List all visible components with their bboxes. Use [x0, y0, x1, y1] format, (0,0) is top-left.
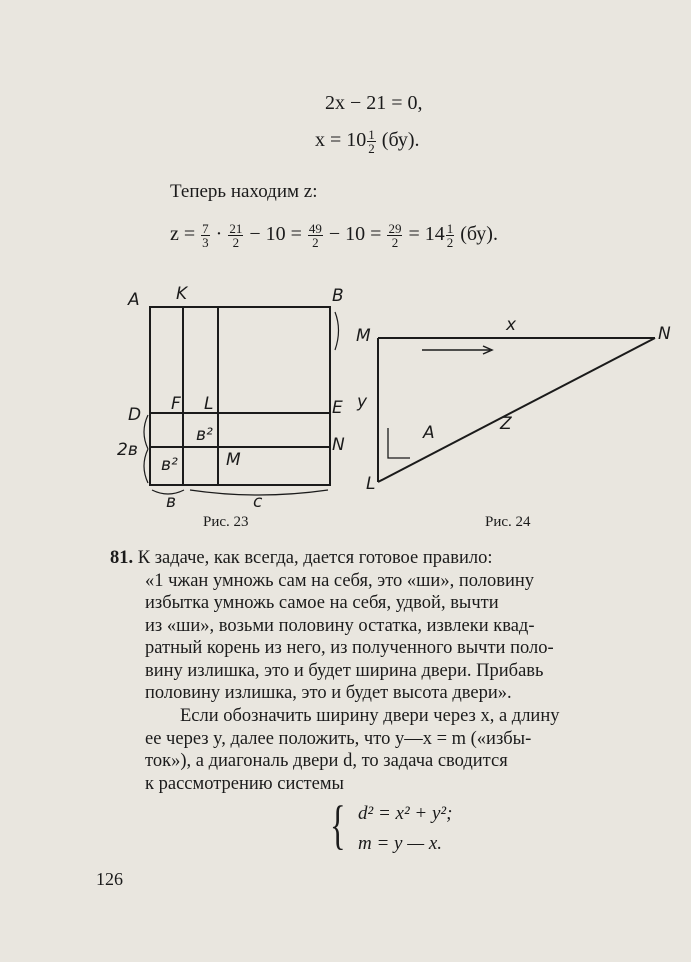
z-unit: (бу). — [460, 223, 498, 246]
fig24-caption: Рис. 24 — [485, 514, 531, 530]
fig24-label-n: N — [658, 324, 671, 344]
equation-2-unit: (бу). — [381, 129, 420, 152]
minus-ten-1: − 10 = — [249, 223, 302, 246]
problem-p2-line-3: ток»), а диагональ двери d, то задача сводится — [145, 751, 508, 771]
fraction-numerator: 21 — [229, 221, 243, 236]
problem-line-1 — [110, 547, 554, 570]
fig23-label-c: c — [253, 492, 263, 512]
fig23-label-m: M — [226, 450, 241, 470]
equals-fourteen: = 14 — [408, 223, 445, 246]
fraction-denominator: 3 — [202, 235, 209, 250]
fig23-label-l: L — [204, 394, 214, 414]
problem-p2-line-1: Если обозначить ширину двери через x, а длину — [180, 706, 560, 726]
fraction-numerator: 1 — [446, 221, 454, 236]
fraction-denominator: 2 — [232, 235, 240, 250]
problem-line-5: ратный корень из него, из полученного вычти поло- — [145, 638, 554, 658]
fig24-angle-mark — [388, 428, 410, 458]
fig24-label-y: y — [357, 392, 368, 412]
problem-line-4: из «ши», возьми половину остатка, извлеки квад- — [145, 615, 535, 636]
fraction-denominator: 2 — [368, 141, 375, 156]
fig23-mark — [335, 312, 339, 350]
fig24-diagonal — [378, 338, 655, 482]
fig24-label-z: Z — [500, 414, 512, 434]
fraction-numerator: 49 — [308, 221, 322, 236]
fig24-label-x: x — [506, 315, 517, 335]
fraction-denominator: 2 — [391, 235, 399, 250]
equation-system — [330, 795, 530, 860]
intro-text-content: Теперь находим z: — [170, 181, 318, 202]
problem-line-2: «1 чжан умножь сам на себя, это «ши», половину — [145, 570, 534, 591]
fig23-label-b: в — [166, 492, 177, 512]
fraction-numerator: 1 — [368, 127, 375, 142]
equation-1-text: 2x − 21 = 0, — [325, 92, 423, 114]
fig23-label-b2-upper: в² — [196, 425, 213, 445]
problem-line-7: половину излишка, это и будет высота двери». — [145, 683, 512, 703]
fraction-numerator: 7 — [202, 221, 209, 236]
problem-p2-line-2: ее через y, далее положить, что y—x = m («избы- — [145, 728, 532, 749]
problem-p2-line-4: к рассмотрению системы — [145, 773, 344, 794]
fig23-label-a: A — [128, 290, 140, 310]
problem-number: 81. — [110, 548, 134, 568]
figure-24-lines — [378, 338, 655, 482]
system-brace: { — [330, 795, 346, 855]
problem-line-3: избытка умножь самое на себя, удвой, вычти — [145, 593, 499, 613]
page-number: 126 — [96, 869, 123, 889]
equation-2-lhs: x = 10 — [315, 129, 367, 152]
z-lhs: z = — [170, 223, 196, 246]
problem-line-6: вину излишка, это и будет ширина двери. Прибавь — [145, 660, 544, 681]
fraction-denominator: 2 — [312, 235, 319, 250]
fig23-label-f: F — [171, 394, 181, 414]
fig24-label-a: A — [423, 423, 435, 443]
fig23-label-k: K — [176, 284, 188, 304]
fraction-denominator: 2 — [446, 235, 454, 250]
multiply-dot: · — [215, 223, 223, 246]
fig23-caption: Рис. 23 — [203, 514, 249, 530]
fig23-label-d: D — [128, 405, 142, 425]
fig23-label-b: B — [332, 286, 344, 306]
fig23-brace-2b — [144, 415, 148, 483]
fig23-label-b2-lower: в² — [161, 455, 178, 475]
fig24-label-l: L — [366, 474, 376, 494]
system-line-2: m = y — x. — [358, 833, 443, 854]
fig23-label-n: N — [332, 435, 345, 455]
problem-line-text: К задаче, как всегда, дается готовое правило: — [137, 548, 493, 568]
problem-paragraph-1 — [110, 547, 554, 705]
problem-paragraph-2 — [145, 705, 559, 795]
system-line-1: d² = x² + y²; — [358, 803, 453, 824]
fig24-label-m: M — [356, 326, 371, 346]
fig23-label-2b: 2в — [117, 440, 138, 460]
fig23-label-e: E — [332, 398, 343, 418]
minus-ten-2: − 10 = — [328, 223, 382, 246]
fraction-numerator: 29 — [388, 221, 402, 236]
